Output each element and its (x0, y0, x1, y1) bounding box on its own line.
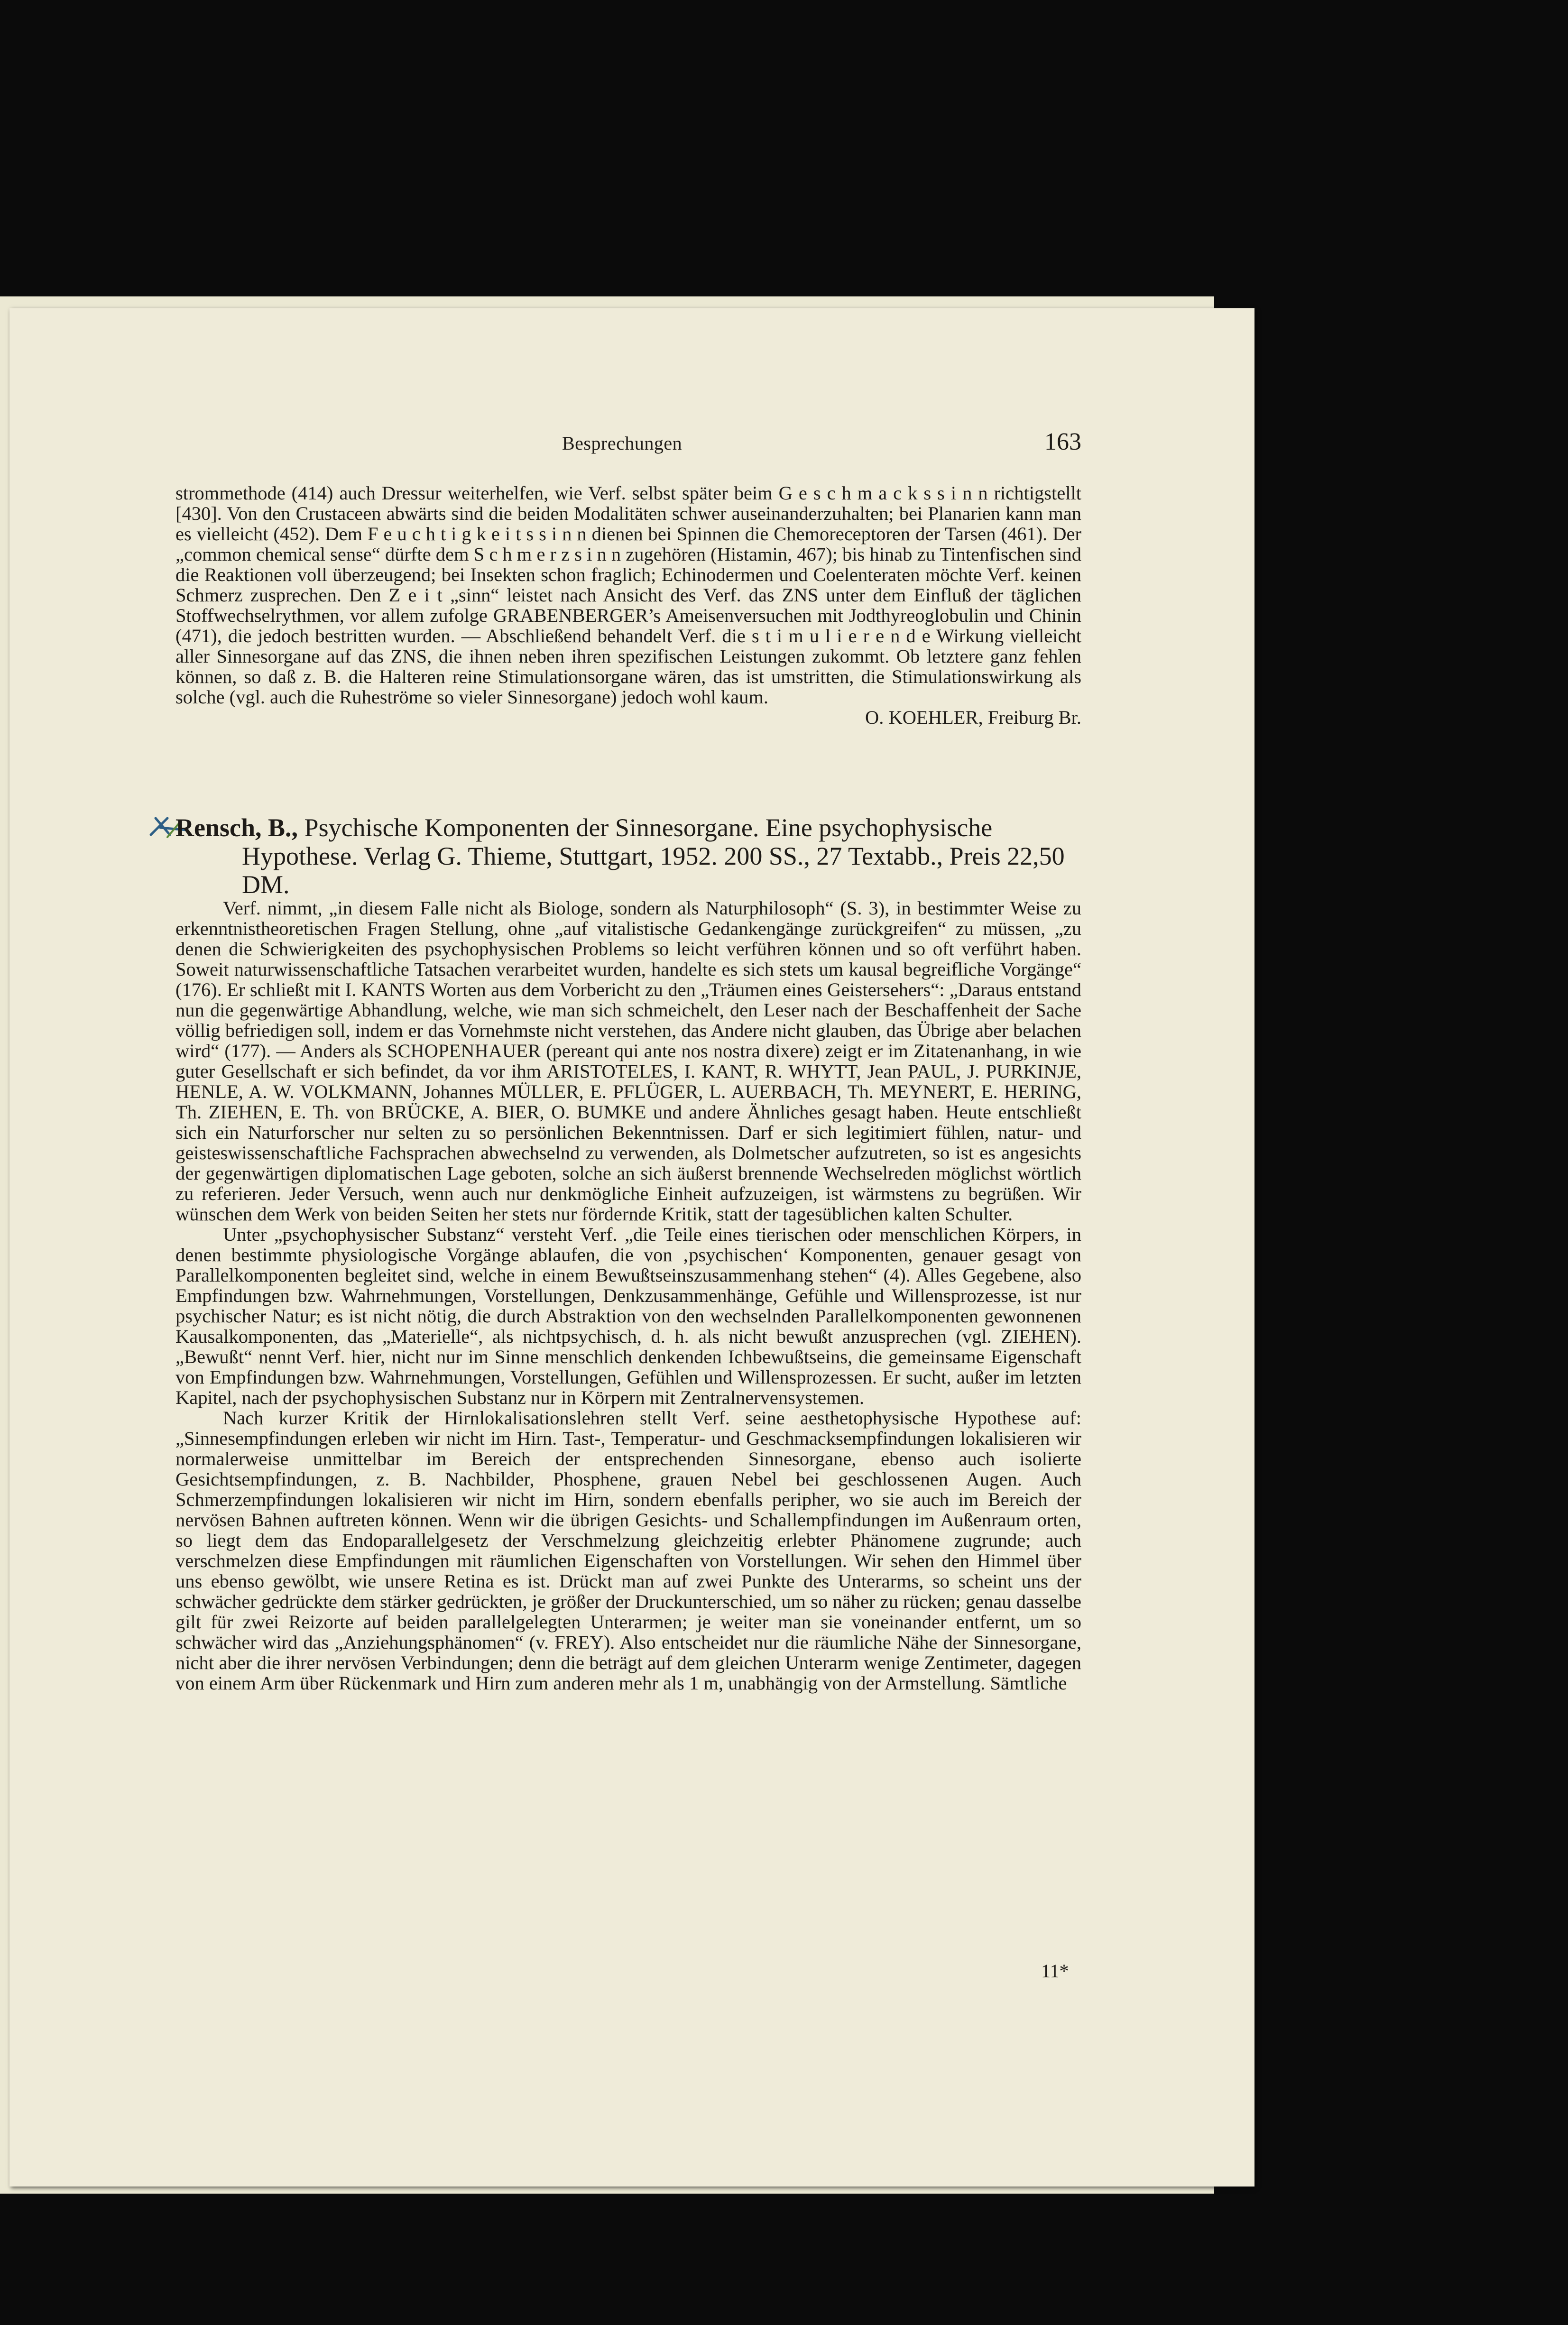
book-page (9, 308, 1254, 2187)
review-author: Rensch, B., (175, 813, 298, 842)
review-citation: Psychische Komponenten der Sinnesorgane. Eine psychophysische Hypothese. Verlag G. Thieme, Stuttgart, 1952. 200 SS., 27 Textabb., Preis 22,50 DM. (242, 813, 1065, 899)
reviewer-signature: O. KOEHLER, Freiburg Br. (865, 707, 1081, 728)
previous-review-text: strommethode (414) auch Dressur weiterhelfen, wie Verf. selbst später beim G e s c h m a c k s s i n n richtigstellt [430]. Von den Crustaceen abwärts sind die beiden Modalitäten schwer auseinanderzuhalten; bei Planarien kann man es vielleicht (452). Dem F e u c h t i g k e i t s s i n n dienen bei Spinnen die Chemoreceptoren der Tarsen (461). Der „common chemical sense“ dürfte dem S c h m e r z s i n n zugehören (Histamin, 467); bis hinab zu Tintenfischen sind die Reaktionen voll überzeugend; bei Insekten schon fraglich; Echinodermen und Coelenteraten möchte Verf. keinen Schmerz zusprechen. Den Z e i t „sinn“ leistet nach Ansicht des Verf. das ZNS unter dem Einfluß der täglichen Stoffwechselrythmen, vor allem zufolge GRABENBERGER’s Ameisenversuchen mit Jodthyreoglobulin und Chinin (471), die jedoch bestritten wurden. — Abschließend behandelt Verf. die s t i m u l i e r e n d e Wirkung vielleicht aller Sinnesorgane auf das ZNS, die ihnen neben ihren spezifischen Leistungen zukommt. Ob letztere ganz fehlen können, so daß z. B. die Halteren reine Stimulationsorgane wären, das ist umstritten, die Stimulationswirkung als solche (vgl. auch die Ruheströme so vieler Sinnesorgane) jedoch wohl kaum. (175, 482, 1081, 708)
review-paragraph: Nach kurzer Kritik der Hirnlokalisationslehren stellt Verf. seine aesthetophysische Hypothese auf: „Sinnesempfindungen erleben wir nicht im Hirn. Tast-, Temperatur- und Geschmacksempfindungen lokalisieren wir normalerweise unmittelbar im Bereich der entsprechenden Sinnesorgane, ebenso auch isolierte Gesichtsempfindungen, z. B. Nachbilder, Phosphene, grauen Nebel bei geschlossenen Augen. Auch Schmerzempfindungen lokalisieren wir nicht im Hirn, sondern ebenfalls peripher, wo sie auch im Bereich der nervösen Bahnen auftreten können. Wenn wir die übrigen Gesichts- und Schallempfindungen im Außenraum orten, so liegt dem das Endoparallelgesetz der Verschmelzung gleichzeitig erlebter Phänomene zugrunde; auch verschmelzen diese Empfindungen mit räumlichen Eigenschaften von Vorstellungen. Wir sehen den Himmel über uns ebenso gewölbt, wie unsere Retina es ist. Drückt man auf zwei Punkte des Unterarms, so scheint uns der schwächer gedrückte dem stärker gedrückten, je größer der Druckunterschied, um so näher zu rücken; genau dasselbe gilt für zwei Reizorte auf beiden parallelgelegten Unterarmen; je weiter man sie voneinander entfernt, um so schwächer wird das „Anziehungsphänomen“ (v. FREY). Also entscheidet nur die räumliche Nähe der Sinnesorgane, nicht aber die ihrer nervösen Verbindungen; denn die beträgt auf dem gleichen Unterarm wenige Zentimeter, dagegen von einem Arm über Rückenmark und Hirn zum anderen mehr als 1 m, unabhängig von der Armstellung. Sämtliche (175, 1407, 1081, 1694)
review-paragraph: Verf. nimmt, „in diesem Falle nicht als Biologe, sondern als Naturphilosoph“ (S. 3), in bestimmter Weise zu erkenntnistheoretischen Fragen Stellung, ohne „auf vitalistische Gedankengänge zurückgreifen“ zu müssen, „zu denen die Schwierigkeiten des psychophysischen Problems so leicht verführen können und so oft verführt haben. Soweit naturwissenschaftliche Tatsachen verarbeitet wurden, handelte es sich stets um kausal begreifliche Vorgänge“ (176). Er schließt mit I. KANTS Worten aus dem Vorbericht zu den „Träumen eines Geistersehers“: „Daraus entstand nun die gegenwärtige Abhandlung, welche, wie man sich schmeichelt, den Leser nach der Beschaffenheit der Sache völlig befriedigen soll, indem er das Vornehmste nicht verstehen, das Andere nicht glauben, das Übrige aber belachen wird“ (177). — Anders als SCHOPENHAUER (pereant qui ante nos nostra dixere) zeigt er im Zitatenanhang, in wie guter Gesellschaft er sich befindet, da vor ihm ARISTOTELES, I. KANT, R. WHYTT, Jean PAUL, J. PURKINJE, HENLE, A. W. VOLKMANN, Johannes MÜLLER, E. PFLÜGER, L. AUERBACH, Th. MEYNERT, E. HERING, Th. ZIEHEN, E. Th. von BRÜCKE, A. BIER, O. BUMKE und andere Ähnliches gesagt haben. Heute entschließt sich ein Naturforscher nur selten zu so persönlichen Bekenntnissen. Darf er sich legitimiert fühlen, natur- und geisteswissenschaftliche Fachsprachen abwechselnd zu verwenden, als Dolmetscher aufzutreten, so ist es angesichts der gegenwärtigen diplomatischen Lage geboten, solche an sich äußerst brennende Wechselreden möglichst wörtlich zu referieren. Jeder Versuch, wenn auch nur denkmögliche Einheit aufzuzeigen, ist wärmstens zu begrüßen. Wir wünschen dem Werk von beiden Seiten her stets nur fördernde Kritik, statt der tagesüblichen kalten Schulter. (175, 897, 1081, 1225)
review-paragraph: Unter „psychophysischer Substanz“ versteht Verf. „die Teile eines tierischen oder menschlichen Körpers, in denen bestimmte physiologische Vorgänge ablaufen, die von ‚psychischen‘ Komponenten, genauer gesagt von Parallelkomponenten begleitet sind, welche in einem Bewußtseinszusammenhang stehen“ (4). Alles Gegebene, also Empfindungen bzw. Wahrnehmungen, Vorstellungen, Denkzusammenhänge, Gefühle und Willensprozesse, ist nur psychischer Natur; es ist nicht nötig, die durch Abstraktion von den wechselnden Parallelkomponenten gewonnenen Kausalkomponenten, das „Materielle“, als nichtpsychisch, d. h. als nicht bewußt anzusprechen (vgl. ZIEHEN). „Bewußt“ nennt Verf. hier, nicht nur im Sinne menschlich denkenden Ichbewußtseins, die gemeinsame Eigenschaft von Empfindungen bzw. Wahrnehmungen, Vorstellungen, Gefühlen und Willensprozessen. Er sucht, außer im letzten Kapitel, nach der psychophysischen Substanz nur in Körpern mit Zentralnervensystemen. (175, 1224, 1081, 1408)
running-header (175, 428, 1081, 456)
page-number: 163 (1044, 428, 1081, 455)
review-body (175, 898, 1081, 1693)
section-title: Besprechungen (562, 433, 683, 454)
printer-signature-mark: 11* (1041, 1960, 1069, 1982)
previous-review (175, 483, 1081, 728)
review-heading (175, 813, 1081, 899)
